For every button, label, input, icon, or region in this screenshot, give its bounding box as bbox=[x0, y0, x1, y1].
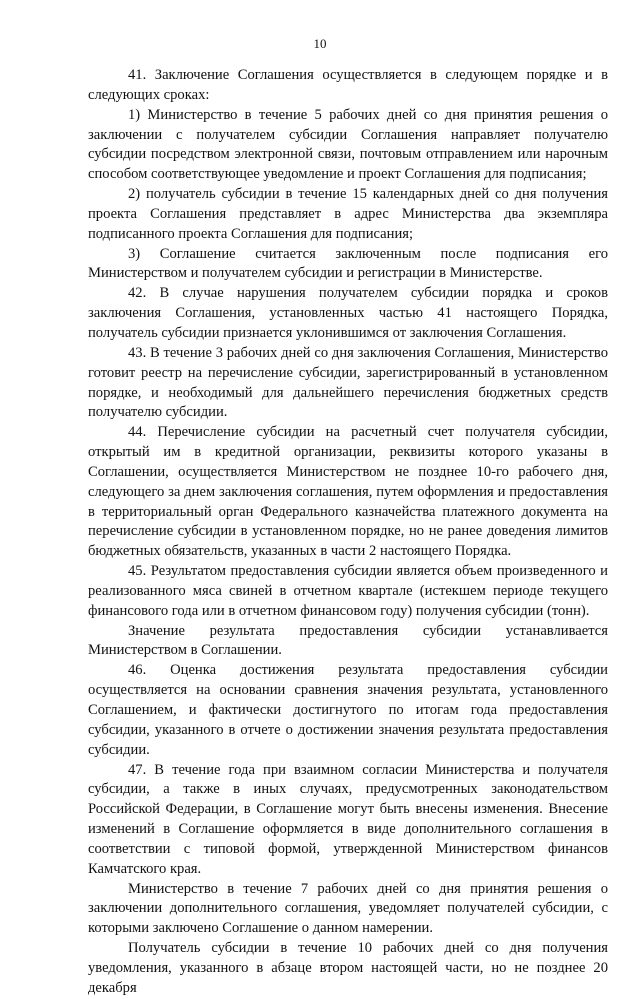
paragraph-41: 41. Заключение Соглашения осуществляется в следующем порядке и в следующих сроках: bbox=[88, 67, 608, 103]
paragraph-42: 42. В случае нарушения получателем субсидии порядка и сроков заключения Соглашения, установленных частью 41 настоящего Порядка, получатель субсидии признается уклонившимся от заключения Соглашения. bbox=[88, 285, 608, 341]
paragraph-41-item-1: 1) Министерство в течение 5 рабочих дней со дня принятия решения о заключении с получателем субсидии Соглашения направляет получателю субсидии посредством электронной связи, почтовым отправлением или нарочным способом соответствующее уведомление и проект Соглашения для подписания; bbox=[88, 106, 608, 183]
paragraph-46: 46. Оценка достижения результата предоставления субсидии осуществляется на основании сравнения значения результата, установленного Соглашением, и фактически достигнутого по итогам года предоставления субсидии, указанного в отчете о достижении значения результата предоставления субсидии. bbox=[88, 662, 608, 758]
paragraph-41-item-2: 2) получатель субсидии в течение 15 календарных дней со дня получения проекта Соглашения представляет в адрес Министерства два экземпляра подписанного проекта Соглашения для подписания; bbox=[88, 186, 608, 242]
document-body bbox=[88, 66, 608, 999]
paragraph-47-recipient-response: Получатель субсидии в течение 10 рабочих дней со дня получения уведомления, указанного в абзаце втором настоящей части, но не позднее 20 декабря bbox=[88, 940, 608, 996]
paragraph-44: 44. Перечисление субсидии на расчетный счет получателя субсидии, открытый им в кредитной организации, реквизиты которого указаны в Соглашении, осуществляется Министерством не позднее 10-го рабочего дня, следующего за днем заключения соглашения, путем оформления и предоставления в территориальный орган Федерального казначейства платежного документа на перечисление субсидии в установленном порядке, но не ранее доведения лимитов бюджетных обязательств, указанных в части 2 настоящего Порядка. bbox=[88, 424, 608, 560]
paragraph-47: 47. В течение года при взаимном согласии Министерства и получателя субсидии, а также в иных случаях, предусмотренных законодательством Российской Федерации, в Соглашение могут быть внесены изменения. Внесение изменений в Соглашение оформляется в виде дополнительного соглашения в соответствии с типовой формой, утвержденной Министерством финансов Камчатского края. bbox=[88, 761, 608, 877]
page-number: 10 bbox=[313, 36, 327, 51]
paragraph-41-item-3: 3) Соглашение считается заключенным после подписания его Министерством и получателем субсидии и регистрации в Министерстве. bbox=[88, 245, 608, 282]
paragraph-47-ministry-notice: Министерство в течение 7 рабочих дней со дня принятия решения о заключении дополнительного соглашения, уведомляет получателей субсидии, с которыми заключено Соглашение о данном намерении. bbox=[88, 880, 608, 937]
paragraph-43: 43. В течение 3 рабочих дней со дня заключения Соглашения, Министерство готовит реестр на перечисление субсидии, зарегистрированный в установленном порядке, и необходимый для дальнейшего перечисления бюджетных средств получателю субсидии. bbox=[88, 344, 608, 421]
paragraph-45-result-value: Значение результата предоставления субсидии устанавливается Министерством в Соглашении. bbox=[88, 622, 608, 659]
paragraph-45: 45. Результатом предоставления субсидии является объем произведенного и реализованного мяса свиней в отчетном квартале (истекшем периоде текущего финансового года или в отчетном финансовом году) получения субсидии (тонн). bbox=[88, 563, 608, 619]
